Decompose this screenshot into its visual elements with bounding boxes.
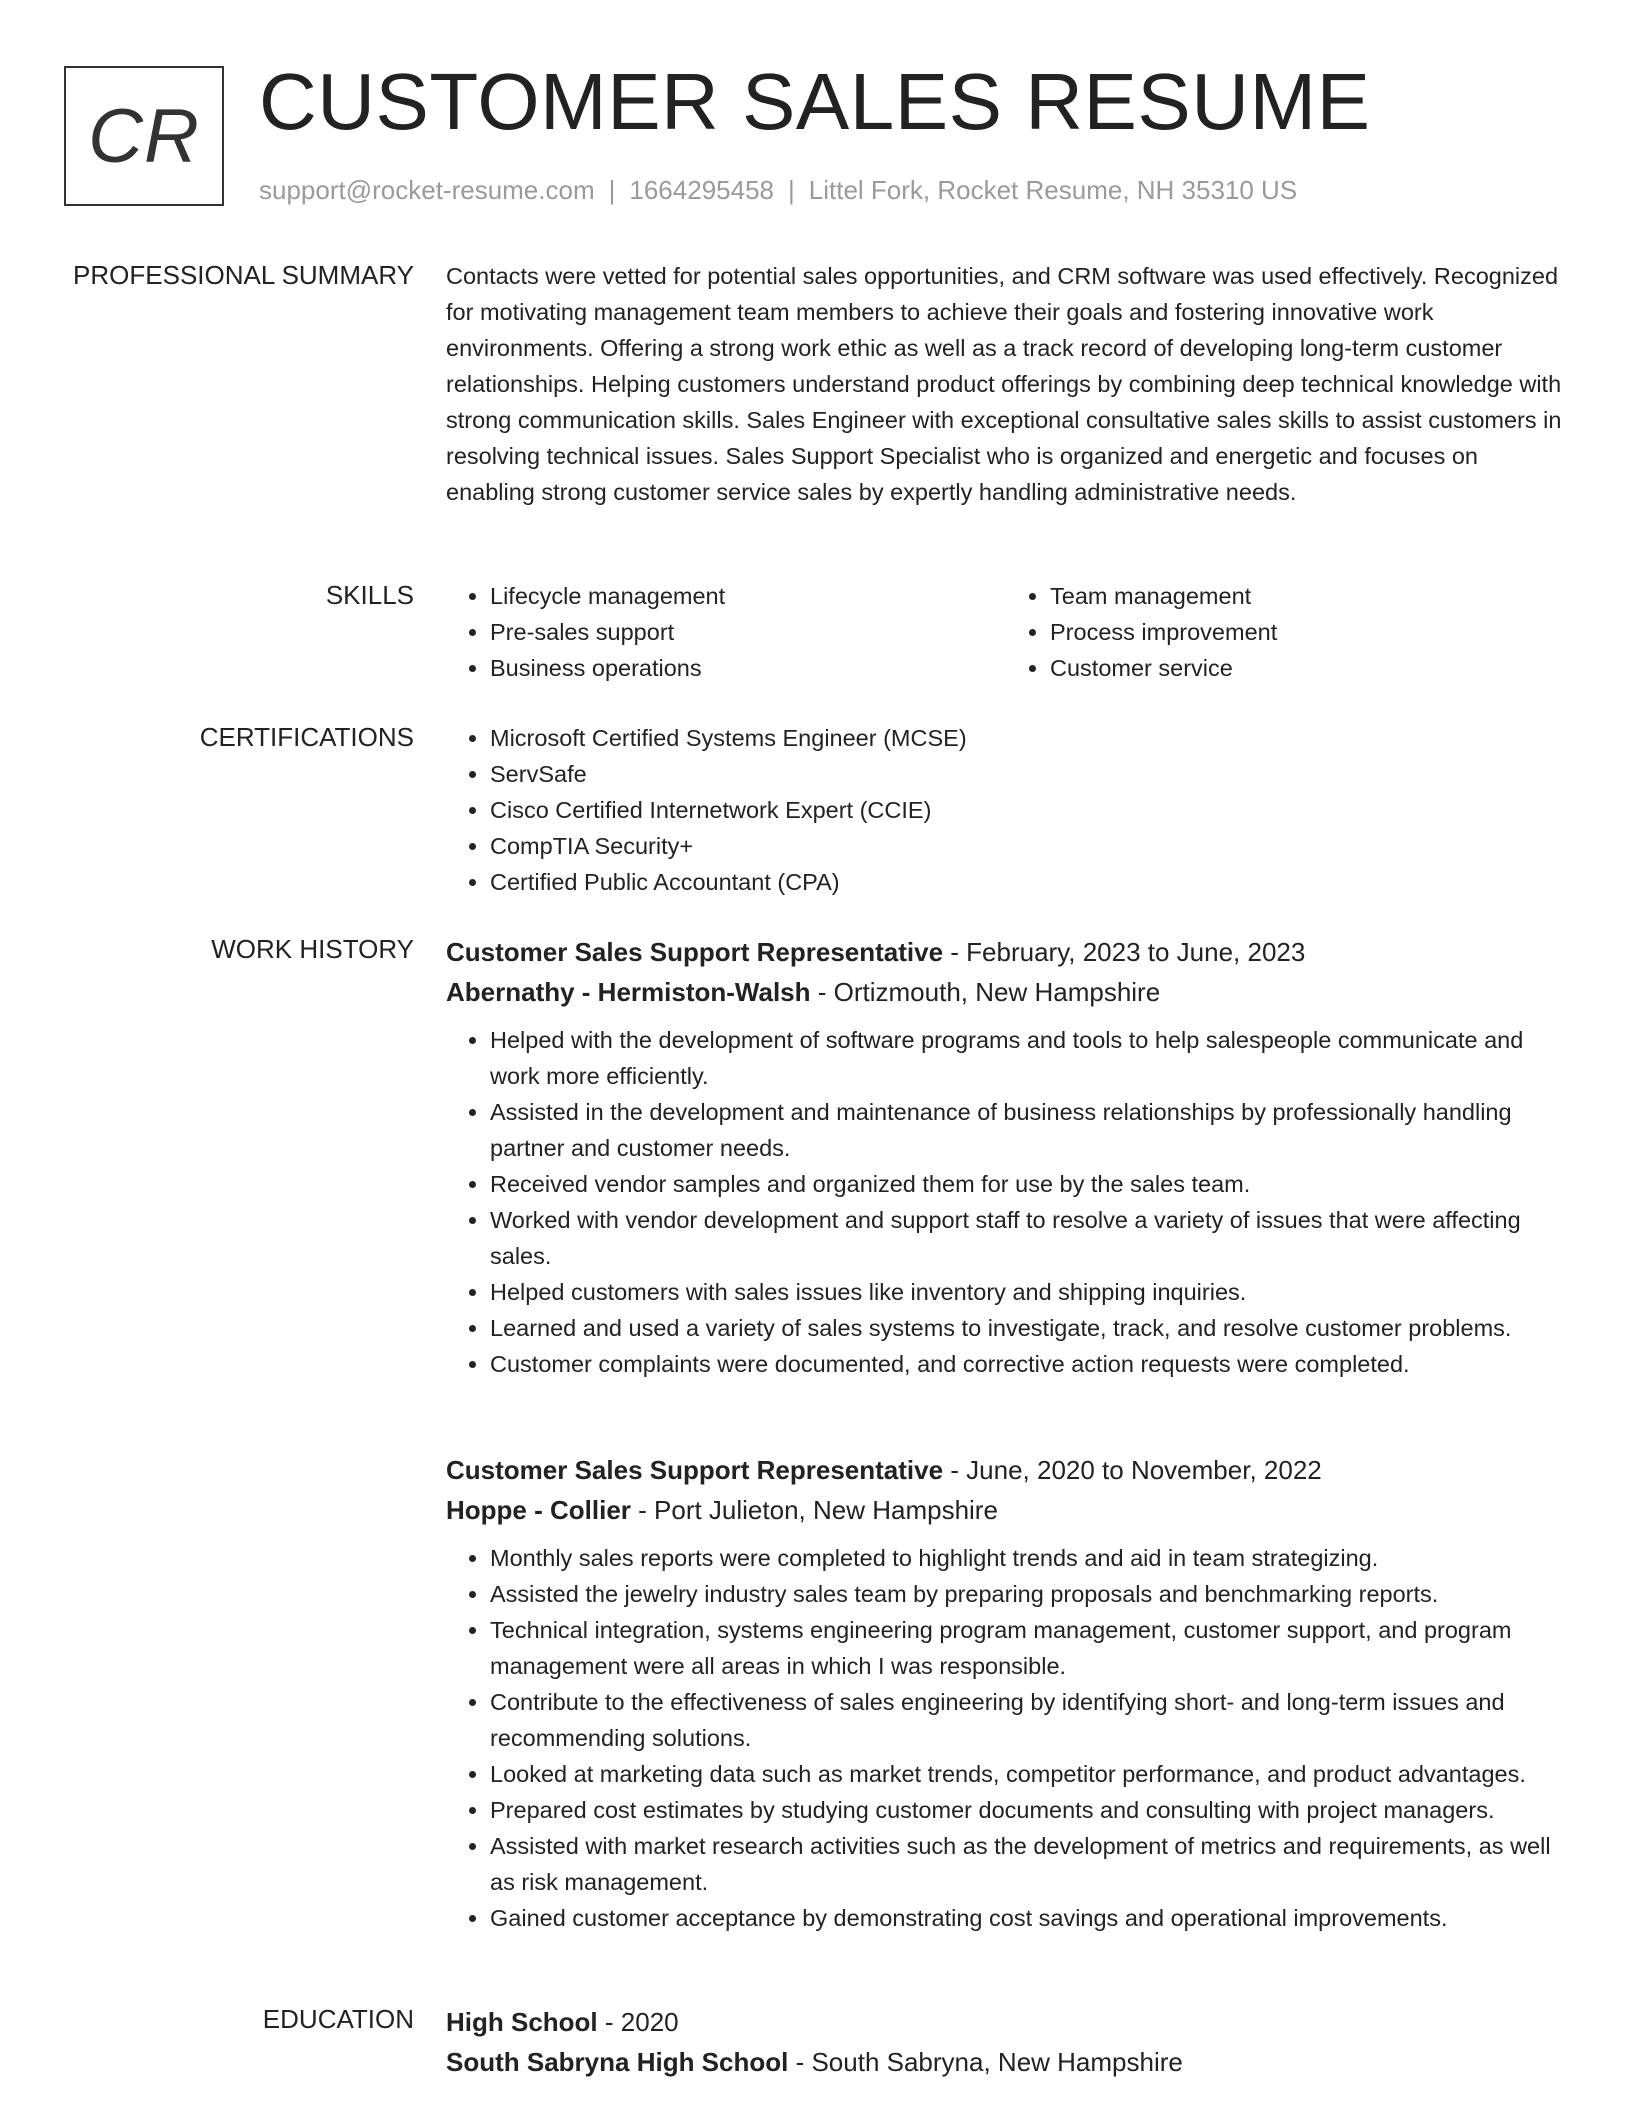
- contact-phone[interactable]: 1664295458: [629, 175, 774, 205]
- contact-line: [259, 174, 1297, 206]
- education-degree: High School: [446, 2007, 598, 2037]
- contact-email[interactable]: support@rocket-resume.com: [259, 175, 595, 205]
- monogram-box: [64, 66, 224, 206]
- job-bullet: • Technical integration, systems engineering program management, customer support, and program management were all areas in which I was responsible.: [490, 1612, 1566, 1684]
- job-company: Hoppe - Collier: [446, 1495, 631, 1525]
- job-bullet: • Helped with the development of software programs and tools to help salespeople communicate and work more efficiently.: [490, 1022, 1566, 1094]
- skill-item: • Team management: [1050, 578, 1566, 614]
- job-bullet: • Assisted with market research activities such as the development of metrics and requirements, as well as risk management.: [490, 1828, 1566, 1900]
- job-bullet: • Worked with vendor development and support staff to resolve a variety of issues that were affecting sales.: [490, 1202, 1566, 1274]
- section-label-summary: PROFESSIONAL SUMMARY: [73, 260, 414, 290]
- education-entry: [446, 2002, 1566, 2082]
- job-bullet: • Customer complaints were documented, and corrective action requests were completed.: [490, 1346, 1566, 1382]
- job-bullet: • Monthly sales reports were completed to highlight trends and aid in team strategizing.: [490, 1540, 1566, 1576]
- skill-item: • Lifecycle management: [490, 578, 1006, 614]
- job-entry-1: [446, 932, 1566, 1382]
- job-dates: - February, 2023 to June, 2023: [943, 937, 1306, 967]
- job-dates: - June, 2020 to November, 2022: [943, 1455, 1322, 1485]
- job-company: Abernathy - Hermiston-Walsh: [446, 977, 811, 1007]
- certification-item: • ServSafe: [490, 756, 1566, 792]
- job-company-line: [446, 972, 1566, 1012]
- monogram-initials: CR: [88, 93, 200, 179]
- section-label-skills: SKILLS: [325, 580, 414, 610]
- job-title: Customer Sales Support Representative: [446, 937, 944, 967]
- section-label-education: EDUCATION: [262, 2004, 414, 2034]
- education-school-line: [446, 2042, 1566, 2082]
- job-title: Customer Sales Support Representative: [446, 1455, 944, 1485]
- job-bullet: • Received vendor samples and organized them for use by the sales team.: [490, 1166, 1566, 1202]
- job-entry-2: [446, 1450, 1566, 1936]
- skills-column-2: [1006, 578, 1566, 686]
- skill-item: • Customer service: [1050, 650, 1566, 686]
- job-bullet: • Gained customer acceptance by demonstrating cost savings and operational improvements.: [490, 1900, 1566, 1936]
- job-bullet: • Prepared cost estimates by studying customer documents and consulting with project managers.: [490, 1792, 1566, 1828]
- job-bullet: • Assisted in the development and maintenance of business relationships by professionally handling partner and customer needs.: [490, 1094, 1566, 1166]
- skills-grid: [446, 578, 1566, 686]
- job-bullet: • Helped customers with sales issues like inventory and shipping inquiries.: [490, 1274, 1566, 1310]
- contact-separator: |: [788, 175, 795, 205]
- job-title-line: [446, 1450, 1566, 1490]
- job-bullet: • Looked at marketing data such as market trends, competitor performance, and product advantages.: [490, 1756, 1566, 1792]
- summary-text: Contacts were vetted for potential sales opportunities, and CRM software was used effectively. Recognized for motivating management team members to achieve their goals and fostering innovative work environments. Offering a strong work ethic as well as a track record of developing long-term customer relationships. Helping customers understand product offerings by combining deep technical knowledge with strong communication skills. Sales Engineer with exceptional consultative sales skills to assist customers in resolving technical issues. Sales Support Specialist who is organized and energetic and focuses on enabling strong customer service sales by expertly handling administrative needs.: [446, 263, 1562, 505]
- certification-item: • CompTIA Security+: [490, 828, 1566, 864]
- certification-item: • Certified Public Accountant (CPA): [490, 864, 1566, 900]
- job-bullet: • Assisted the jewelry industry sales team by preparing proposals and benchmarking reports.: [490, 1576, 1566, 1612]
- job-bullet: • Contribute to the effectiveness of sales engineering by identifying short- and long-term issues and recommending solutions.: [490, 1684, 1566, 1756]
- job-company-line: [446, 1490, 1566, 1530]
- education-year: - 2020: [597, 2007, 679, 2037]
- job-title-line: [446, 932, 1566, 972]
- section-label-work-history: WORK HISTORY: [211, 934, 414, 964]
- section-label-certifications: CERTIFICATIONS: [199, 722, 414, 752]
- certifications-list: [446, 720, 1566, 900]
- certification-item: • Cisco Certified Internetwork Expert (CCIE): [490, 792, 1566, 828]
- job-bullet: • Learned and used a variety of sales systems to investigate, track, and resolve customer problems.: [490, 1310, 1566, 1346]
- skill-item: • Business operations: [490, 650, 1006, 686]
- contact-separator: |: [608, 175, 616, 205]
- skill-item: • Process improvement: [1050, 614, 1566, 650]
- contact-address: Littel Fork, Rocket Resume, NH 35310 US: [808, 175, 1298, 205]
- skill-item: • Pre-sales support: [490, 614, 1006, 650]
- education-school: South Sabryna High School: [446, 2047, 789, 2077]
- job-location: - Port Julieton, New Hampshire: [630, 1495, 998, 1525]
- job-location: - Ortizmouth, New Hampshire: [810, 977, 1161, 1007]
- resume-title: CUSTOMER SALES RESUME: [259, 57, 1371, 146]
- job-bullets: [446, 1540, 1566, 1936]
- job-bullets: [446, 1022, 1566, 1382]
- education-location: - South Sabryna, New Hampshire: [788, 2047, 1183, 2077]
- education-degree-line: [446, 2002, 1566, 2042]
- certifications-body: [446, 720, 1566, 900]
- skills-column-1: [446, 578, 1006, 686]
- certification-item: • Microsoft Certified Systems Engineer (MCSE): [490, 720, 1566, 756]
